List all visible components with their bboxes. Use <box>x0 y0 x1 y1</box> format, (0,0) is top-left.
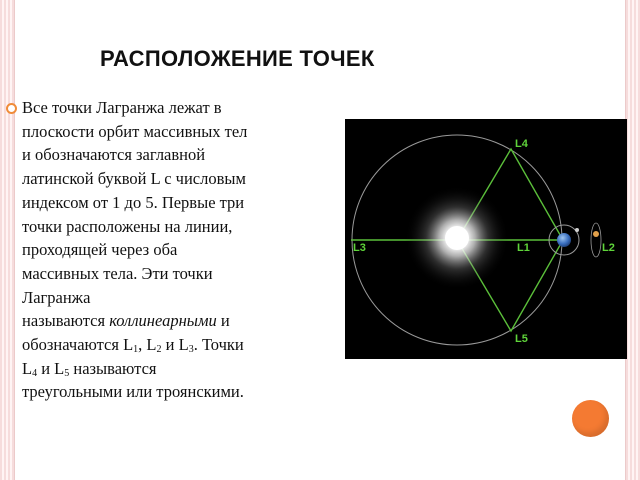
label-l3: L3 <box>353 242 366 254</box>
text-line: массивных тела. Эти точки <box>22 263 213 283</box>
label-l4: L4 <box>515 138 528 150</box>
sun-icon <box>445 226 469 250</box>
text-line: плоскости орбит массивных тел <box>22 121 248 141</box>
moon-icon <box>575 228 579 232</box>
lagrange-points-diagram <box>345 119 627 359</box>
text-fragment: L <box>22 358 33 378</box>
label-l5: L5 <box>515 333 528 345</box>
text-line: треугольными или троянскими. <box>22 382 244 402</box>
text-fragment: обозначаются L <box>22 335 134 355</box>
text-fragment: называются <box>69 358 157 378</box>
text-fragment: и L <box>37 358 65 378</box>
subscript: 2 <box>156 344 162 356</box>
text-line: проходящей через оба <box>22 240 178 260</box>
text-line: и обозначаются заглавной <box>22 145 206 165</box>
earth-icon <box>557 233 571 247</box>
subscript: 4 <box>32 367 38 379</box>
text-line: Все точки Лагранжа лежат в <box>22 98 222 117</box>
text-fragment: и <box>216 311 230 331</box>
text-fragment: , L <box>138 335 157 355</box>
text-fragment: и L <box>161 335 189 355</box>
text-line: Лагранжа <box>22 287 91 307</box>
text-line <box>22 309 338 333</box>
italic-term-collinear: коллинеарными <box>109 311 217 331</box>
text-line: латинской буквой L с числовым <box>22 169 246 189</box>
right-decorative-stripes <box>626 0 640 480</box>
text-line: точки расположены на линии, <box>22 216 233 236</box>
l2-satellite-icon <box>593 231 599 237</box>
subscript: 3 <box>188 344 194 356</box>
text-line <box>22 333 338 357</box>
text-fragment: . Точки <box>193 335 244 355</box>
slide-title: РАСПОЛОЖЕНИЕ ТОЧЕК <box>100 46 375 71</box>
text-fragment: называются <box>22 311 110 331</box>
subscript: 5 <box>64 367 70 379</box>
decorative-orange-circle <box>572 400 609 437</box>
label-l1: L1 <box>517 242 530 254</box>
text-line: индексом от 1 до 5. Первые три <box>22 192 245 212</box>
body-paragraph <box>22 96 338 404</box>
lagrange-diagram-svg <box>345 119 627 359</box>
text-line <box>22 357 338 381</box>
label-l2: L2 <box>602 242 615 254</box>
subscript: 1 <box>133 344 139 356</box>
left-decorative-stripes <box>0 0 14 480</box>
bullet-icon <box>6 103 17 114</box>
